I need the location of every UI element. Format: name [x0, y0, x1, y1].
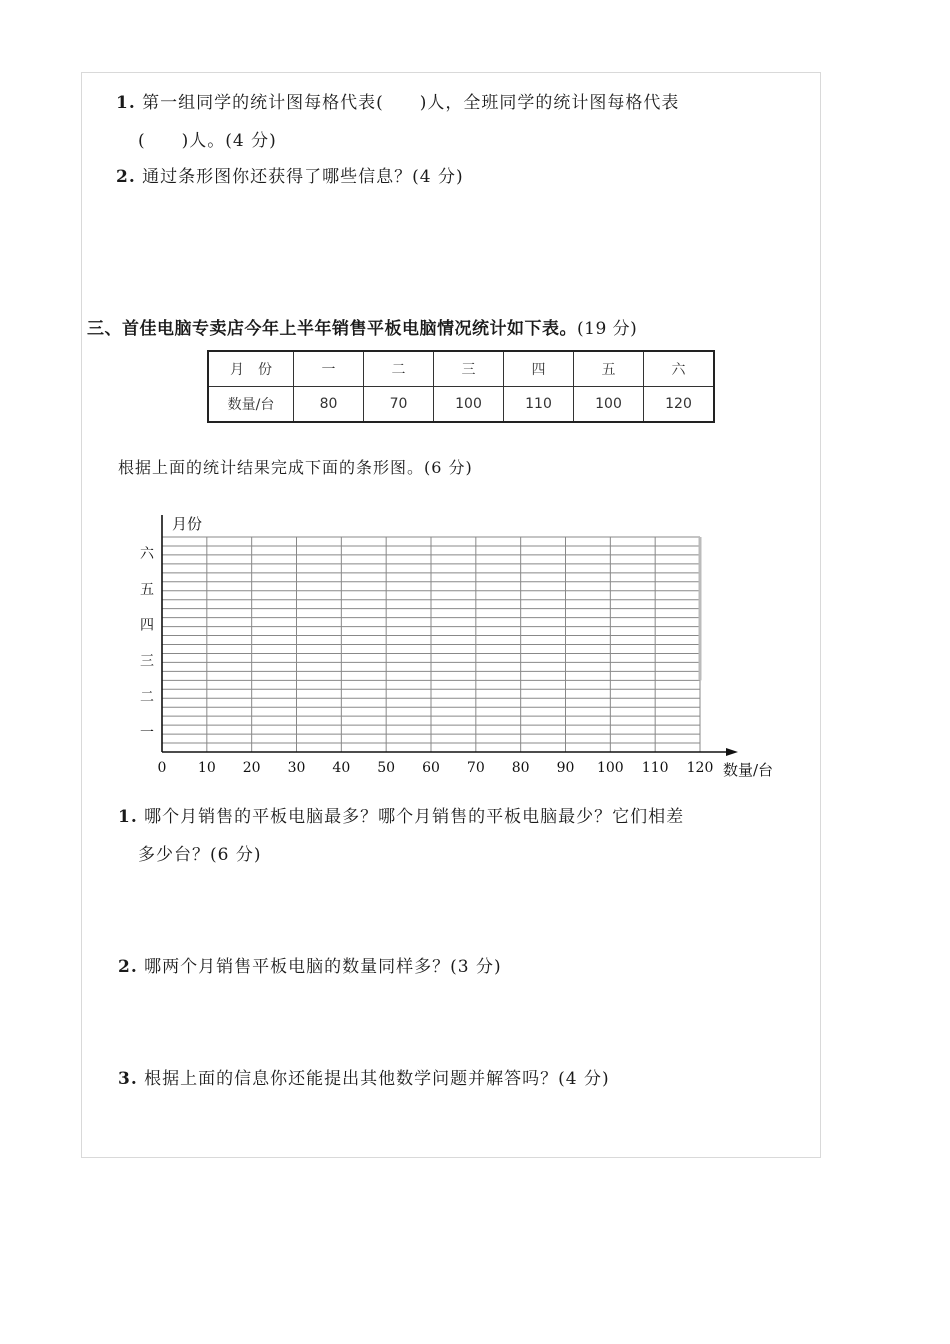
y-tick-label: 四 — [140, 617, 154, 634]
sales-table — [207, 350, 715, 423]
question-2-1-line2: ( )人。(4 分) — [138, 131, 277, 151]
question-text: 通过条形图你还获得了哪些信息？(4 分) — [142, 167, 464, 187]
question-number: 3. — [118, 1069, 138, 1089]
chart-instruction: 根据上面的统计结果完成下面的条形图。(6 分) — [118, 458, 473, 477]
y-tick-label: 三 — [140, 653, 154, 670]
table-cell: 110 — [504, 387, 574, 423]
x-tick-label: 120 — [686, 760, 714, 776]
question-2-1-line1 — [116, 88, 679, 113]
x-axis-arrow-icon — [726, 748, 738, 756]
question-3-1-line1 — [118, 802, 684, 827]
question-3-2 — [118, 952, 502, 977]
table-cell: 一 — [294, 351, 364, 387]
x-axis-label: 数量/台 — [723, 761, 774, 779]
table-cell: 70 — [364, 387, 434, 423]
question-number: 2. — [118, 957, 138, 977]
question-3-3 — [118, 1064, 610, 1089]
table-row — [208, 351, 714, 387]
x-tick-label: 60 — [422, 760, 440, 776]
table-header-month: 月 份 — [208, 351, 294, 387]
section-three-heading — [87, 314, 637, 339]
table-cell: 六 — [644, 351, 715, 387]
x-tick-label: 90 — [556, 760, 575, 776]
section-title: 三、首佳电脑专卖店今年上半年销售平板电脑情况统计如下表。 — [87, 319, 577, 339]
y-tick-labels — [140, 546, 155, 741]
question-text: 哪个月销售的平板电脑最多？哪个月销售的平板电脑最少？它们相差 — [144, 807, 685, 827]
table-cell: 四 — [504, 351, 574, 387]
bar-chart — [120, 505, 820, 790]
section-points: (19 分) — [577, 319, 638, 339]
question-text: 第一组同学的统计图每格代表( )人，全班同学的统计图每格代表 — [142, 93, 680, 113]
x-tick-label: 10 — [197, 760, 216, 776]
question-number: 1. — [118, 807, 138, 827]
question-text: 哪两个月销售平板电脑的数量同样多？(3 分) — [144, 957, 502, 977]
x-tick-label: 110 — [641, 760, 669, 776]
x-tick-labels — [158, 760, 714, 776]
x-tick-label: 20 — [242, 760, 261, 776]
question-3-1-line2: 多少台？(6 分) — [138, 845, 262, 865]
y-tick-label: 五 — [140, 581, 154, 598]
x-tick-label: 30 — [287, 760, 306, 776]
x-tick-label: 50 — [377, 760, 396, 776]
y-tick-label: 一 — [140, 725, 154, 742]
table-row — [208, 387, 714, 423]
table-cell: 100 — [434, 387, 504, 423]
x-tick-label: 40 — [332, 760, 351, 776]
question-text: 根据上面的信息你还能提出其他数学问题并解答吗？(4 分) — [144, 1069, 610, 1089]
table-cell: 三 — [434, 351, 504, 387]
y-axis-label: 月份 — [172, 515, 203, 533]
x-tick-label: 0 — [157, 760, 167, 776]
y-tick-label: 二 — [140, 689, 154, 706]
table-cell: 五 — [574, 351, 644, 387]
x-tick-label: 80 — [511, 760, 530, 776]
table-cell: 100 — [574, 387, 644, 423]
y-tick-label: 六 — [140, 545, 154, 562]
table-header-quantity: 数量/台 — [208, 387, 294, 423]
table-cell: 二 — [364, 351, 434, 387]
question-number: 2. — [116, 167, 136, 187]
question-number: 1. — [116, 93, 136, 113]
x-tick-label: 70 — [466, 760, 485, 776]
table-cell: 120 — [644, 387, 715, 423]
chart-grid — [162, 537, 700, 752]
x-tick-label: 100 — [596, 760, 624, 776]
question-2-2 — [116, 162, 464, 187]
table-cell: 80 — [294, 387, 364, 423]
